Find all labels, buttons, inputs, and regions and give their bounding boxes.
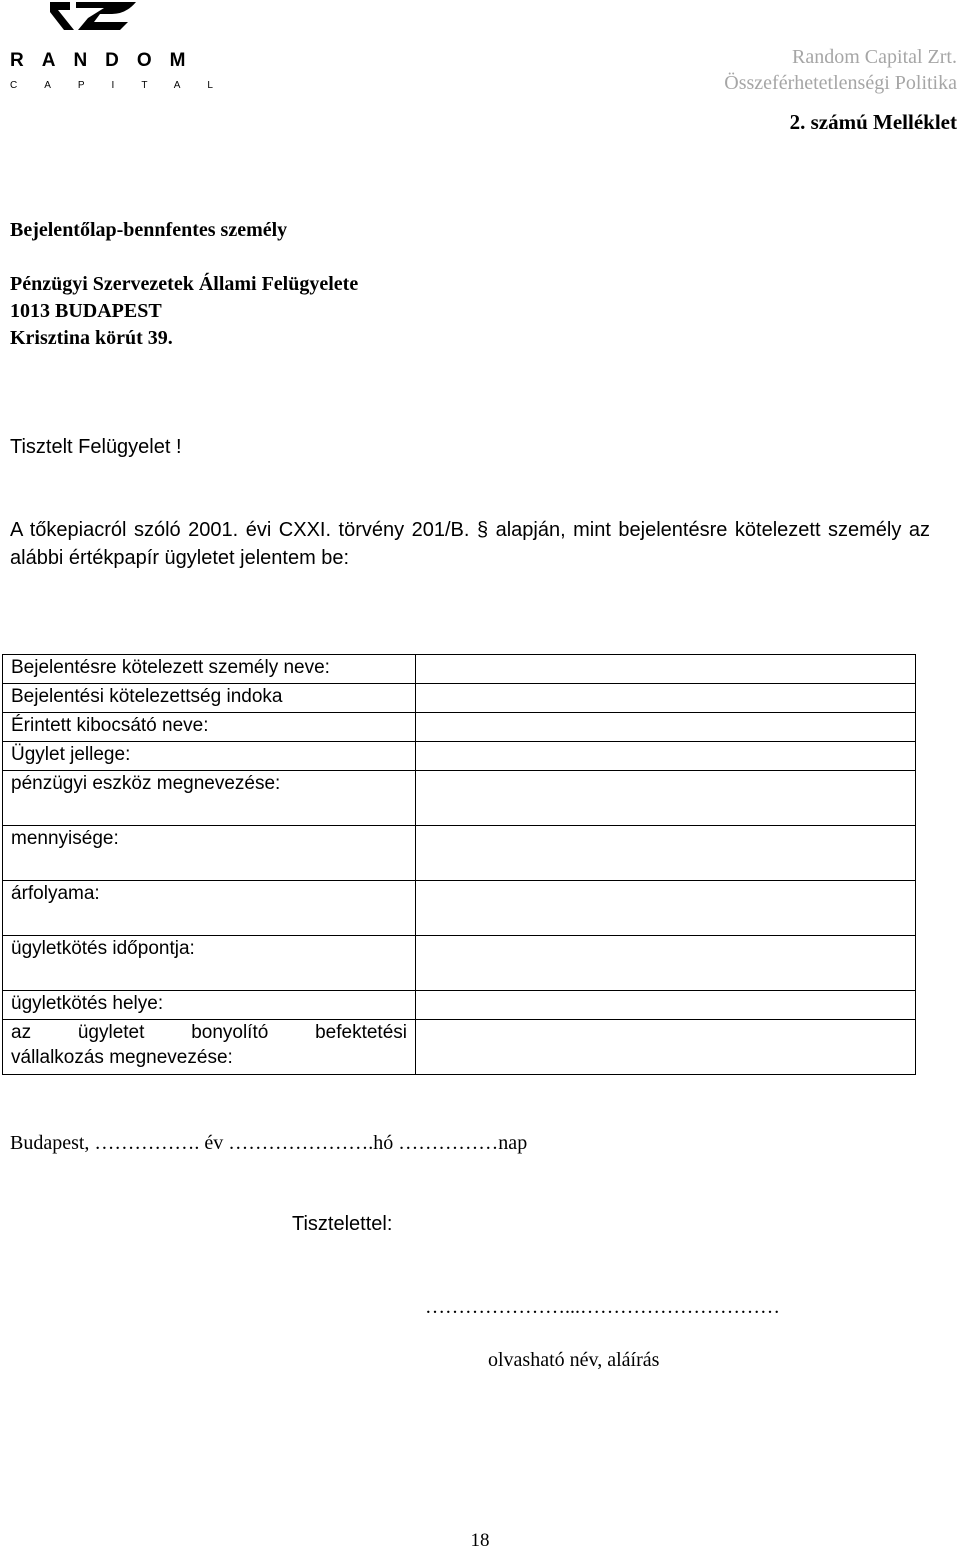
row-label: mennyisége:	[3, 826, 416, 881]
row-label: Bejelentésre kötelezett személy neve:	[3, 655, 416, 684]
row-value-field[interactable]	[416, 771, 916, 826]
company-logo	[8, 0, 240, 95]
row-label-line: az ügyletet bonyolító befektetési	[11, 1022, 407, 1043]
table-row	[3, 655, 916, 684]
row-value-field[interactable]	[416, 1020, 916, 1075]
table-row	[3, 936, 916, 991]
table-row	[3, 742, 916, 771]
table-row	[3, 991, 916, 1020]
signature-line: …………………...…………………………	[425, 1296, 780, 1318]
table-row	[3, 1020, 916, 1075]
table-row	[3, 771, 916, 826]
recipient-street: Krisztina körút 39.	[10, 327, 173, 349]
row-label-line: vállalkozás megnevezése:	[11, 1047, 233, 1068]
page-number: 18	[470, 1530, 490, 1551]
row-value-field[interactable]	[416, 826, 916, 881]
row-label: Ügylet jellege:	[3, 742, 416, 771]
salutation: Tisztelt Felügyelet !	[10, 436, 182, 458]
row-value-field[interactable]	[416, 713, 916, 742]
row-value-field[interactable]	[416, 881, 916, 936]
row-value-field[interactable]	[416, 655, 916, 684]
row-value-field[interactable]	[416, 742, 916, 771]
signature-caption: olvasható név, aláírás	[488, 1349, 660, 1371]
closing-text: Tisztelettel:	[292, 1213, 393, 1235]
logo-wordmark: RANDOM	[10, 50, 204, 71]
table-row	[3, 826, 916, 881]
row-label: pénzügyi eszköz megnevezése:	[3, 771, 416, 826]
row-label: Bejelentési kötelezettség indoka	[3, 684, 416, 713]
row-label: ügyletkötés időpontja:	[3, 936, 416, 991]
row-label: árfolyama:	[3, 881, 416, 936]
form-title: Bejelentőlap-bennfentes személy	[10, 219, 288, 241]
table-row	[3, 881, 916, 936]
header-policy: Összeférhetetlenségi Politika	[724, 72, 957, 94]
header-company: Random Capital Zrt.	[792, 46, 957, 68]
recipient-city: 1013 BUDAPEST	[10, 300, 162, 322]
row-value-field[interactable]	[416, 991, 916, 1020]
table-row	[3, 713, 916, 742]
row-value-field[interactable]	[416, 684, 916, 713]
recipient-name: Pénzügyi Szervezetek Állami Felügyelete	[10, 273, 359, 295]
row-label-multiline	[3, 1020, 416, 1075]
row-value-field[interactable]	[416, 936, 916, 991]
intro-paragraph: A tőkepiacról szóló 2001. évi CXXI. törvény 201/B. § alapján, mint bejelentésre kötelezett személy az alábbi értékpapír ügyletet jelentem be:	[10, 519, 930, 569]
logo-subtitle: CAPITAL	[10, 80, 240, 91]
date-line: Budapest, ……………. év ………………….hó ……………nap	[10, 1132, 528, 1154]
row-label: ügyletkötés helye:	[3, 991, 416, 1020]
annex-label: 2. számú Melléklet	[789, 110, 957, 134]
report-form-table	[2, 654, 916, 1075]
table-row	[3, 684, 916, 713]
row-label: Érintett kibocsátó neve:	[3, 713, 416, 742]
